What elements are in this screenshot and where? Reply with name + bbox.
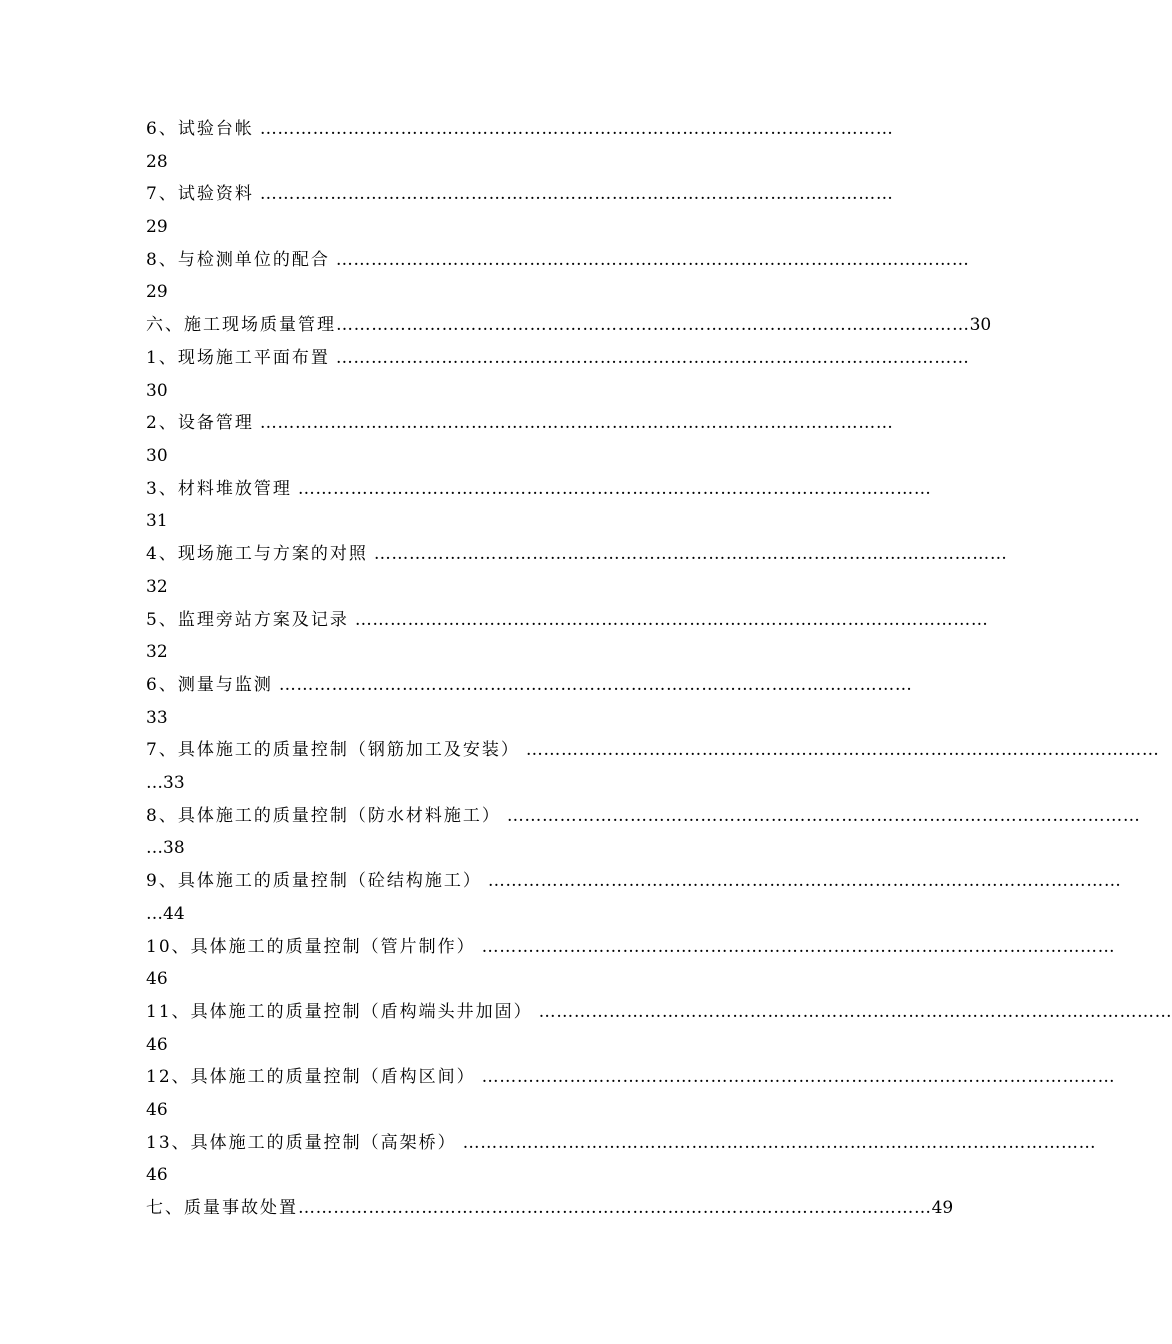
- toc-leader-dots: ………………………………………………………………………………………………: [298, 1198, 932, 1218]
- toc-entry[interactable]: [146, 1196, 954, 1220]
- toc-entry-title: 9、具体施工的质量控制（砼结构施工）: [146, 871, 482, 891]
- toc-leader-dots: ………………………………………………………………………………………………: [253, 184, 894, 204]
- toc-entry[interactable]: [146, 869, 1122, 893]
- toc-entry-title: 3、材料堆放管理: [146, 479, 292, 499]
- toc-page-number: …38: [146, 838, 185, 858]
- toc-entry[interactable]: [146, 1065, 1116, 1089]
- toc-leader-dots: ………………………………………………………………………………………………: [329, 250, 970, 270]
- toc-entry-title: 七、质量事故处置: [146, 1198, 298, 1218]
- toc-entry-title: 2、设备管理: [146, 413, 254, 433]
- toc-leader-dots: ………………………………………………………………………………………………: [329, 348, 970, 368]
- toc-page-number: 31: [146, 511, 168, 531]
- toc-page-number: 46: [146, 1035, 168, 1055]
- toc-leader-dots: ………………………………………………………………………………………………: [519, 740, 1160, 760]
- toc-entry[interactable]: [146, 248, 970, 272]
- toc-entry-title: 10、具体施工的质量控制（管片制作）: [146, 937, 476, 957]
- toc-entry[interactable]: [146, 1131, 1097, 1155]
- toc-page-number: 32: [146, 642, 168, 662]
- toc-entry[interactable]: [146, 477, 932, 501]
- toc-leader-dots: ………………………………………………………………………………………………: [532, 1002, 1172, 1022]
- toc-entry[interactable]: [146, 542, 1008, 566]
- toc-entry-title: 1、现场施工平面布置: [146, 348, 330, 368]
- toc-page-number: 28: [146, 152, 168, 172]
- toc-leader-dots: ………………………………………………………………………………………………: [475, 937, 1116, 957]
- toc-page-number: 46: [146, 1165, 168, 1185]
- toc-leader-dots: ………………………………………………………………………………………………: [367, 544, 1008, 564]
- toc-entry[interactable]: [146, 673, 913, 697]
- toc-leader-dots: ………………………………………………………………………………………………: [500, 806, 1141, 826]
- toc-leader-dots: ………………………………………………………………………………………………: [456, 1133, 1097, 1153]
- toc-page-number: 29: [146, 217, 168, 237]
- toc-entry-title: 13、具体施工的质量控制（高架桥）: [146, 1133, 457, 1153]
- toc-leader-dots: ………………………………………………………………………………………………: [481, 871, 1122, 891]
- toc-leader-dots: ………………………………………………………………………………………………: [475, 1067, 1116, 1087]
- toc-page-number: 46: [146, 1100, 168, 1120]
- toc-page-number: 32: [146, 577, 168, 597]
- toc-page-number: 30: [969, 315, 992, 335]
- toc-entry-title: 7、试验资料: [146, 184, 254, 204]
- toc-page-number: 30: [146, 381, 168, 401]
- toc-entry-title: 8、与检测单位的配合: [146, 250, 330, 270]
- toc-entry-title: 六、施工现场质量管理: [146, 315, 336, 335]
- toc-entry[interactable]: [146, 411, 894, 435]
- toc-page-number: 33: [146, 708, 168, 728]
- toc-entry[interactable]: [146, 346, 970, 370]
- toc-entry[interactable]: [146, 804, 1141, 828]
- toc-page-number: 49: [931, 1198, 954, 1218]
- toc-page-number: 46: [146, 969, 168, 989]
- toc-entry[interactable]: [146, 1000, 1172, 1024]
- toc-entry-title: 5、监理旁站方案及记录: [146, 610, 349, 630]
- toc-leader-dots: ………………………………………………………………………………………………: [291, 479, 932, 499]
- toc-entry[interactable]: [146, 117, 894, 141]
- toc-entry-title: 11、具体施工的质量控制（盾构端头井加固）: [146, 1002, 533, 1022]
- toc-entry[interactable]: [146, 182, 894, 206]
- toc-page-number: 29: [146, 282, 168, 302]
- toc-entry[interactable]: [146, 313, 992, 337]
- toc-entry-title: 7、具体施工的质量控制（钢筋加工及安装）: [146, 740, 520, 760]
- toc-entry[interactable]: [146, 935, 1116, 959]
- toc-entry-title: 8、具体施工的质量控制（防水材料施工）: [146, 806, 501, 826]
- toc-entry[interactable]: [146, 608, 989, 632]
- toc-leader-dots: ………………………………………………………………………………………………: [348, 610, 989, 630]
- toc-entry-title: 6、试验台帐: [146, 119, 254, 139]
- toc-entry-title: 6、测量与监测: [146, 675, 273, 695]
- toc-entry[interactable]: [146, 738, 1160, 762]
- toc-page-number: …33: [146, 773, 185, 793]
- toc-leader-dots: ………………………………………………………………………………………………: [253, 413, 894, 433]
- toc-leader-dots: ………………………………………………………………………………………………: [272, 675, 913, 695]
- toc-entry-title: 12、具体施工的质量控制（盾构区间）: [146, 1067, 476, 1087]
- toc-leader-dots: ………………………………………………………………………………………………: [253, 119, 894, 139]
- toc-leader-dots: ………………………………………………………………………………………………: [336, 315, 970, 335]
- toc-entry-title: 4、现场施工与方案的对照: [146, 544, 368, 564]
- toc-page-number: 30: [146, 446, 168, 466]
- toc-page-number: …44: [146, 904, 185, 924]
